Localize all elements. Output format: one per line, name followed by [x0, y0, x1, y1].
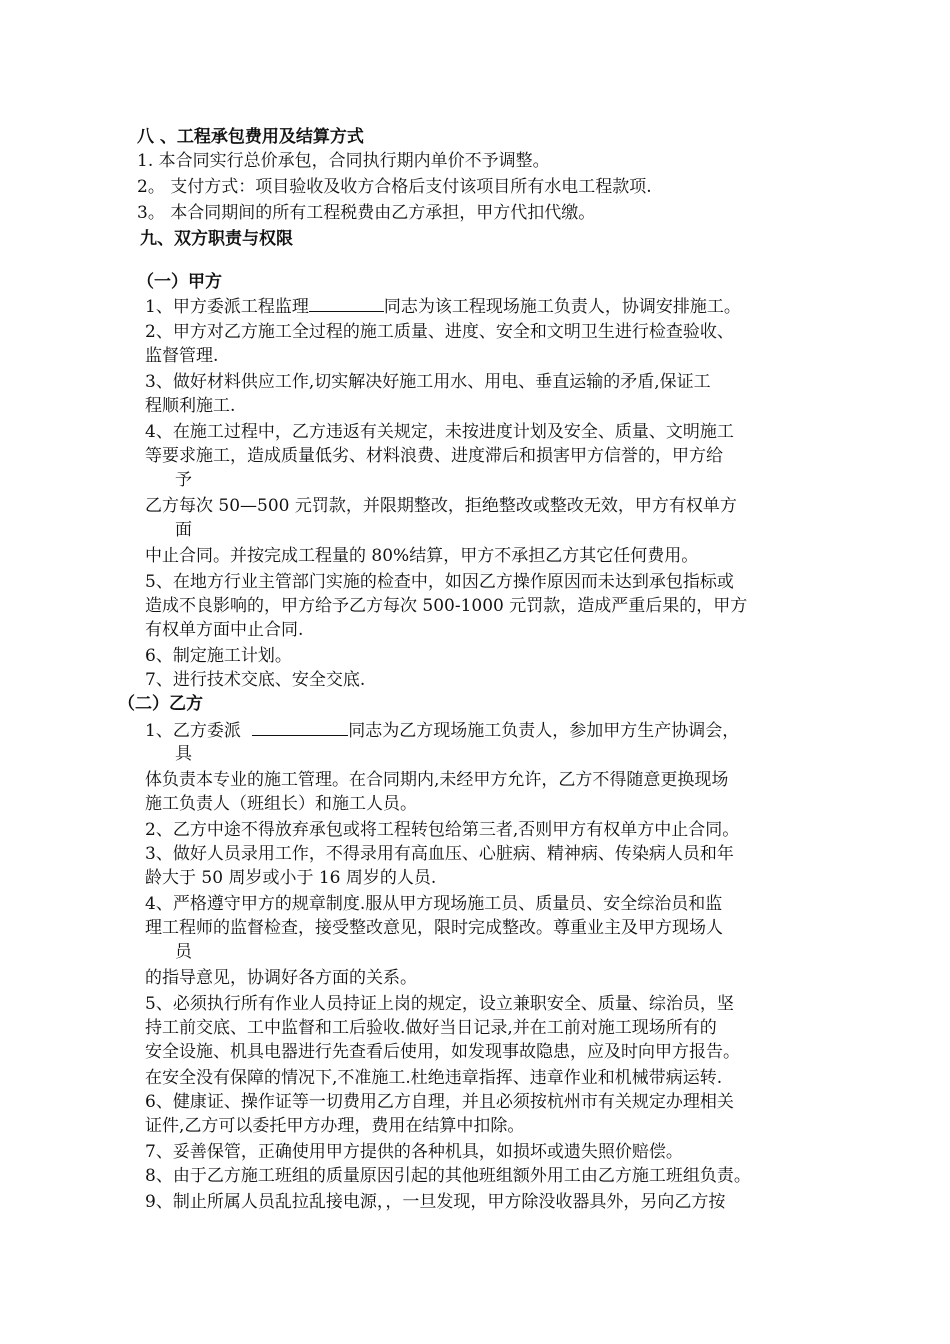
- party-b-line: 5、必须执行所有作业人员持证上岗的规定，设立兼职安全、质量、综治员，坚: [145, 994, 734, 1014]
- party-b-line: 7、妥善保管，正确使用甲方提供的各种机具，如损坏或遗失照价赔偿。: [145, 1142, 683, 1162]
- party-a-line: 4、在施工过程中，乙方违返有关规定，未按进度计划及安全、质量、文明施工: [145, 422, 734, 442]
- party-a-line: 监督管理.: [145, 346, 219, 366]
- party-a-line: 等要求施工，造成质量低劣、材料浪费、进度滞后和损害甲方信誉的，甲方给: [145, 446, 723, 466]
- party-b-line: 4、严格遵守甲方的规章制度.服从甲方现场施工员、质量员、安全综治员和监: [145, 894, 723, 914]
- party-b-line: 持工前交底、工中监督和工后验收.做好当日记录,并在工前对施工现场所有的: [145, 1018, 717, 1038]
- party-b-line: 员: [175, 942, 192, 962]
- party-b-item-1: [145, 718, 739, 743]
- section-8-item: 3。 本合同期间的所有工程税费由乙方承担，甲方代扣代缴。: [137, 203, 596, 223]
- section-9-title: 九、双方职责与权限: [140, 229, 293, 249]
- party-b-line: 安全设施、机具电器进行先查看后使用，如发现事故隐患，应及时向甲方报告。: [145, 1042, 740, 1062]
- section-8-item: 2。 支付方式：项目验收及收方合格后支付该项目所有水电工程款项.: [137, 177, 652, 197]
- party-b-line: 施工负责人（班组长）和施工人员。: [145, 794, 417, 814]
- party-b-line: 8、由于乙方施工班组的质量原因引起的其他班组额外用工由乙方施工班组负责。: [145, 1166, 751, 1186]
- party-a-line: 2、甲方对乙方施工全过程的施工质量、进度、安全和文明卫生进行检查验收、: [145, 322, 734, 342]
- party-a-line: 乙方每次 50—500 元罚款，并限期整改，拒绝整改或整改无效，甲方有权单方: [145, 496, 737, 516]
- party-a-line: 3、做好材料供应工作,切实解决好施工用水、用电、垂直运输的矛盾,保证工: [145, 372, 711, 392]
- party-b-line: 9、制止所属人员乱拉乱接电源，，一旦发现，甲方除没收器具外，另向乙方按: [145, 1192, 726, 1212]
- party-a-line: 造成不良影响的，甲方给予乙方每次 500-1000 元罚款，造成严重后果的，甲方: [145, 596, 748, 616]
- party-a-line: 有权单方面中止合同.: [145, 620, 304, 640]
- party-b-line: 2、乙方中途不得放弃承包或将工程转包给第三者,否则甲方有权单方中止合同。: [145, 820, 740, 840]
- party-b-line: 的指导意见，协调好各方面的关系。: [145, 968, 417, 988]
- section-8-title: 八 、工程承包费用及结算方式: [137, 127, 364, 147]
- supervisor-name-blank: [309, 294, 384, 312]
- party-a-heading: （一）甲方: [137, 272, 222, 292]
- party-b-heading: （二）乙方: [118, 694, 203, 714]
- party-b-line: 体负责本专业的施工管理。在合同期内,未经甲方允许，乙方不得随意更换现场: [145, 770, 729, 790]
- party-a-line: 面: [175, 520, 192, 540]
- party-b-item-1-text-end: 同志为乙方现场施工负责人，参加甲方生产协调会，: [348, 721, 740, 741]
- site-manager-name-blank: [252, 718, 348, 736]
- party-b-line: 理工程师的监督检查，接受整改意见，限时完成整改。尊重业主及甲方现场人: [145, 918, 723, 938]
- party-a-line: 5、在地方行业主管部门实施的检查中，如因乙方操作原因而未达到承包指标或: [145, 572, 734, 592]
- party-b-line: 在安全没有保障的情况下,不准施工.杜绝违章指挥、违章作业和机械带病运转.: [145, 1068, 723, 1088]
- party-a-item-1-text-end: 同志为该工程现场施工负责人，协调安排施工。: [383, 297, 741, 317]
- party-a-line: 6、制定施工计划。: [145, 646, 292, 666]
- party-b-line: 3、做好人员录用工作，不得录用有高血压、心脏病、精神病、传染病人员和年: [145, 844, 734, 864]
- party-b-line: 具: [175, 744, 192, 764]
- party-a-line: 7、进行技术交底、安全交底.: [145, 670, 366, 690]
- party-b-line: 6、健康证、操作证等一切费用乙方自理，并且必须按杭州市有关规定办理相关: [145, 1092, 734, 1112]
- party-a-item-1-text: 1、甲方委派工程监理: [145, 297, 309, 317]
- party-b-line: 龄大于 50 周岁或小于 16 周岁的人员.: [145, 868, 437, 888]
- party-a-line: 予: [175, 470, 192, 490]
- party-b-item-1-text: 1、乙方委派: [145, 721, 247, 741]
- party-a-line: 程顺利施工.: [145, 396, 236, 416]
- section-8-item: 1. 本合同实行总价承包，合同执行期内单价不予调整。: [137, 151, 550, 171]
- party-b-line: 证件,乙方可以委托甲方办理，费用在结算中扣除。: [145, 1116, 525, 1136]
- party-a-item-1: [145, 294, 741, 319]
- party-a-line: 中止合同。并按完成工程量的 80%结算，甲方不承担乙方其它任何费用。: [145, 546, 699, 566]
